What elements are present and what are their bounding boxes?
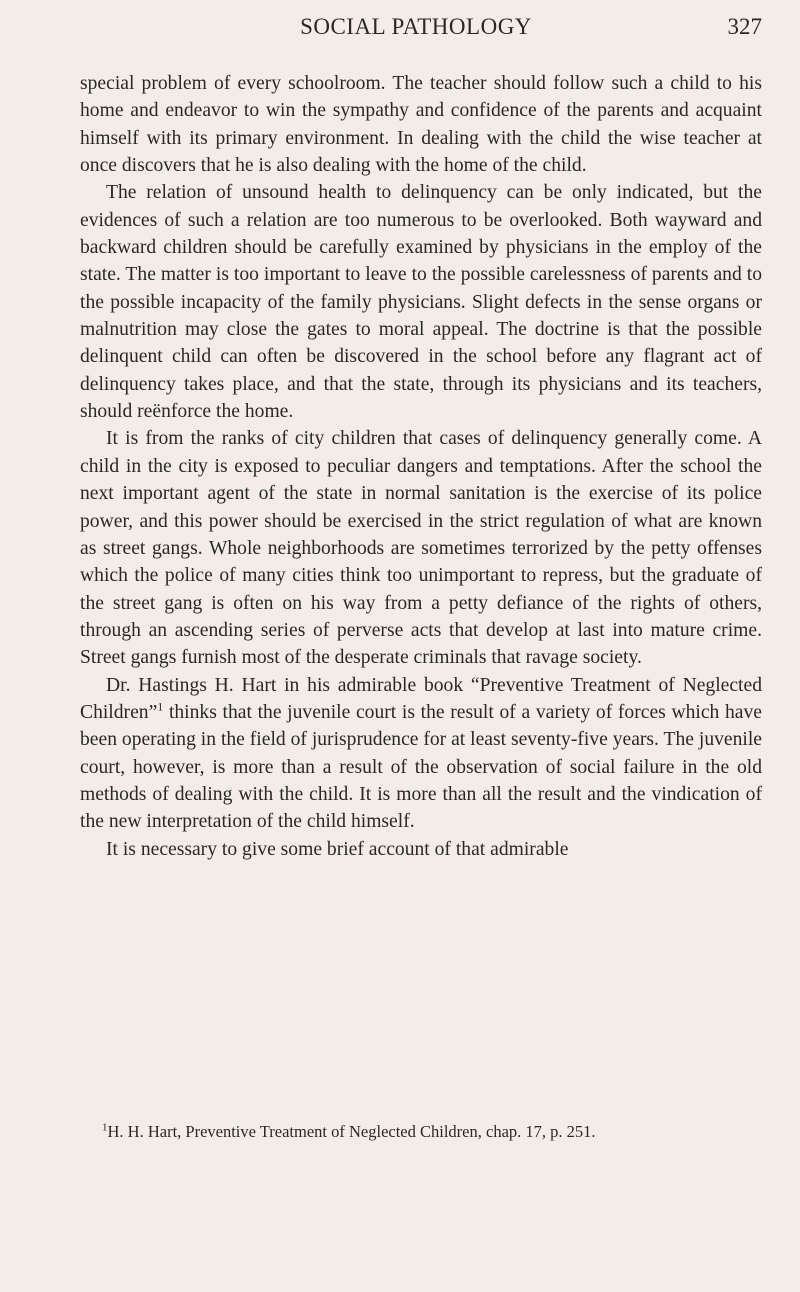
paragraph-2: The relation of unsound health to delinquency can be only indicated, but the evidences of such a relation are too numerous to be overlooked. Both wayward and backward children should be carefully examined by physicians in the employ of the state. The matter is too important to leave to the possible carelessness of parents and to the possible incapacity of the family physicians. Slight defects in the sense organs or malnutrition may close the gates to moral appeal. The doctrine is that the possible delinquent child can often be discovered in the school before any flagrant act of delinquency takes place, and that the state, through its physicians and its teachers, should reënforce the home.: [80, 182, 762, 423]
paragraph-4-end: thinks that the juvenile court is the result of a variety of forces which have been operating in the field of jurisprudence for at least seventy-five years. The juvenile court, however, is more than a result of the observation of social failure in the old methods of dealing with the child. It is more than all the result and the vindication of the new interpretation of the child himself.: [80, 701, 762, 833]
footnote-text: H. H. Hart, Preventive Treatment of Neglected Children, chap. 17, p. 251.: [107, 1122, 596, 1141]
footnote: [80, 1121, 762, 1143]
paragraph-5: It is necessary to give some brief account of that admirable: [106, 838, 569, 860]
running-head: SOCIAL PATHOLOGY: [300, 14, 532, 39]
paragraph-4: [80, 672, 762, 836]
page-number: 327: [727, 14, 762, 39]
page-header: [70, 14, 762, 46]
paragraph-4-start: Dr. Hastings H. Hart in his admirable book “Preventive Treatment of Neglected Children”: [80, 674, 762, 723]
footnote-reference: 1: [157, 699, 164, 714]
paragraph-1: special problem of every schoolroom. The teacher should follow such a child to his home and endeavor to win the sympathy and confidence of the parents and acquaint himself with its primary environment. In dealing with the child the wise teacher at once discovers that he is also dealing with the home of the child.: [80, 73, 762, 177]
footnote-mark: 1: [102, 1121, 108, 1134]
paragraph-3: It is from the ranks of city children that cases of delinquency generally come. A child in the city is exposed to peculiar dangers and temptations. After the school the next important agent of the state in normal sanitation is the exercise of its police power, and this power should be exercised in the strict regulation of what are known as street gangs. Whole neighborhoods are sometimes terrorized by the petty offenses which the police of many cities think too unimportant to repress, but the graduate of the street gang is often on his way from a petty defiance of the rights of others, through an ascending series of perverse acts that develop at last into mature crime. Street gangs furnish most of the desperate criminals that ravage society.: [80, 428, 762, 669]
body-text: [80, 70, 762, 863]
